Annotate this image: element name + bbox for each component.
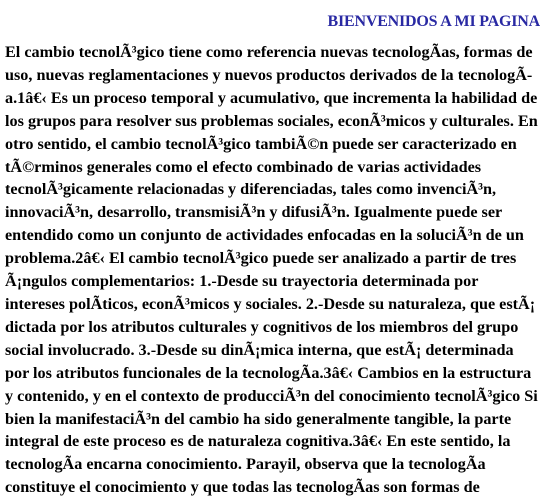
page-title: BIENVENIDOS A MI PAGINA: [327, 13, 540, 30]
article-paragraph: El cambio tecnolÃ³gico tiene como referencia nuevas tecnologÃas, formas de uso, nuevas reglamentaciones y nuevos productos derivados de la tecnologÃa.1â€‹ Es un proceso temporal y acumulativo, que incrementa la habilidad de los grupos para resolver sus problemas sociales, econÃ³micos y culturales. En otro sentido, el cambio tecnolÃ³gico tambiÃ©n puede ser caracterizado en tÃ©rminos generales como el efecto combinado de varias actividades tecnolÃ³gicamente relacionadas y diferenciadas, tales como invenciÃ³n, innovaciÃ³n, desarrollo, transmisiÃ³n y difusiÃ³n. Igualmente puede ser entendido como un conjunto de actividades enfocadas en la soluciÃ³n de un problema.2â€‹ El cambio tecnolÃ³gico puede ser analizado a partir de tres Ã¡ngulos complementarios: 1.-Desde su trayectoria determinada por intereses polÃticos, econÃ³micos y sociales. 2.-Desde su naturaleza, que estÃ¡ dictada por los atributos culturales y cognitivos de los miembros del grupo social involucrado. 3.-Desde su dinÃ¡mica interna, que estÃ¡ determinada por los atributos funcionales de la tecnologÃa.3â€‹ Cambios en la estructura y contenido, y en el contexto de producciÃ³n del conocimiento tecnolÃ³gico Si bien la manifestaciÃ³n del cambio ha sido generalmente tangible, la parte integral de este proceso es de naturaleza cognitiva.3â€‹ En este sentido, la tecnologÃa encarna conocimiento. Parayil, observa que la tecnologÃa constituye el conocimiento y que todas las tecnologÃas son formas de: [5, 43, 538, 497]
page-header: [0, 12, 540, 32]
